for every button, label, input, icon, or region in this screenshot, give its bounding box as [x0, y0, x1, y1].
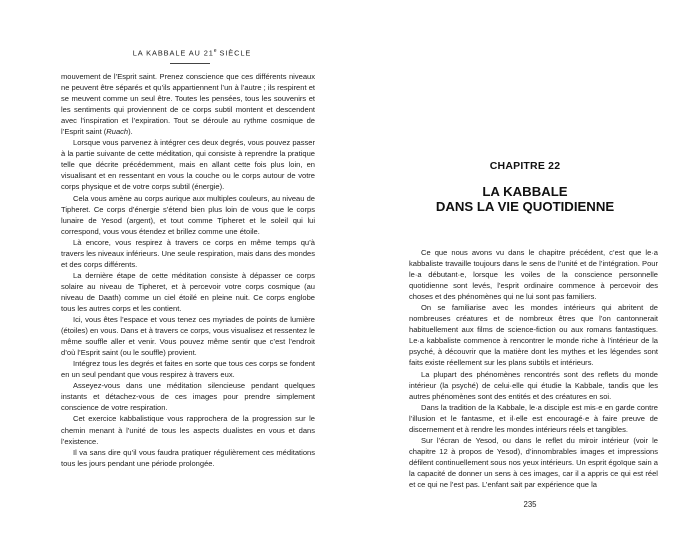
chapter-label: CHAPITRE 22 [489, 160, 561, 172]
text-run: Sur l’écran de Yesod, ou dans le reflet du miroir intérieur (voir le chapitre 12 à propos de Yesod), d’innombrables images et impressions défilent continuellement sous nos yeux intérieurs. Un esprit égoïque sain a la capacité de donner un sens à ces images, car il a appris ce qui est réel et ce qui ne l’est pas. L’enfant sait par expérience que la [409, 435, 658, 489]
chapter-title [350, 184, 700, 214]
paragraph [61, 71, 315, 137]
paragraph [409, 247, 658, 302]
paragraph [61, 237, 315, 270]
text-run: On se familiarise avec les mondes intérieurs qui abritent de nombreuses créatures et de nombreux êtres que l’on cantonnerait habituellement aux films de science-fiction ou aux romans fantastiques. Le·a kabbaliste commence à rencontrer le monde riche à l’intérieur de la psyché, à découvrir que la matière dont les mythes et les légendes sont faits existe réellement sur les plans subtils et intérieurs. [409, 303, 658, 368]
page-number: 235 [523, 500, 537, 509]
text-run: Dans la tradition de la Kabbale, le·a disciple est mis·e en garde contre l’illusion et le fantasme, et il·elle est encouragé·e à faire preuve de discernement et à rendre les mondes intérieurs réels et tangibles. [409, 402, 658, 434]
text-run: Ce que nous avons vu dans le chapitre précédent, c’est que le·a kabbaliste travaille toujours dans le sens de l’unité et de l’intégration. Pour le·a débutant·e, lorsque les voiles de la conscience personnelle quotidienne sont levés, l’esprit ordinaire commence à percevoir des choses et des phénomènes qui ne lui sont pas familiers. [409, 248, 658, 302]
text-run: Intégrez tous les degrés et faites en sorte que tous ces corps se fondent en un seul pendant que vous respirez à travers eux. [61, 359, 315, 380]
running-head: LA KABBALE AU 21e SIÈCLE [132, 48, 252, 58]
paragraph [61, 193, 315, 237]
right-page [350, 0, 700, 538]
text-run: mouvement de l’Esprit saint. Prenez conscience que ces différents niveaux ne peuvent être séparés et qu’ils appartiennent l’un à l’autre ; ils respirent et se meuvent comme un seul être. Toutes les pensées, tous les souvenirs et les sentiments qui proviennent de ce corps subtil montent et descendent avec l’inspiration et l’expiration. Tout se déroule au rythme cosmique de l’Esprit saint ( [61, 72, 315, 137]
text-run: Lorsque vous parvenez à intégrer ces deux degrés, vous pouvez passer à la partie suivante de cette méditation, qui consiste à reprendre la pratique telle que décrite précédemment, mais en allant cette fois plus loin, en visualisant et en ressentant en vous la couche ou le corps autour de votre corps physique et de votre corps subtil (énergie). [61, 138, 315, 192]
text-run: Ici, vous êtes l’espace et vous tenez ces myriades de points de lumière (étoiles) en vous. Dans et à travers ce corps, vous visualisez et ressentez le même souffle aller et venir. Vous pouvez même sentir que c’est l’endroit d’où l’Esprit saint (ou le souffle) provient. [61, 315, 315, 358]
text-run: Il va sans dire qu’il vous faudra pratiquer régulièrement ces méditations tous les jours pendant une période prolongée. [61, 447, 315, 468]
text-run: Cet exercice kabbalistique vous rapprochera de la progression sur le chemin menant à l’unité de tous les aspects dualistes en vous et dans l’existence. [61, 414, 315, 446]
chapter-title-line: DANS LA VIE QUOTIDIENNE [435, 199, 615, 214]
text-run: ). [128, 127, 133, 137]
text-run: Cela vous amène au corps aurique aux multiples couleurs, au niveau de Tipheret. Ce corps d’énergie s’étend bien plus loin de vous que le corps lunaire de Yesod (argent), et tout comme Tipheret et le soleil qui lui correspond, vous vous étendez et brillez comme une étoile. [61, 193, 315, 236]
paragraph [61, 447, 315, 469]
paragraph [61, 270, 315, 314]
text-run: Asseyez-vous dans une méditation silencieuse pendant quelques instants et détachez-vous de ces images pour prendre simplement conscience de votre respiration. [61, 381, 315, 413]
left-body-text [61, 71, 315, 469]
italic-term: Ruach [106, 127, 129, 137]
paragraph [409, 302, 658, 368]
paragraph [61, 380, 315, 413]
paragraph [61, 314, 315, 358]
paragraph [61, 137, 315, 192]
paragraph [409, 369, 658, 402]
running-head-rule [170, 63, 210, 64]
paragraph [409, 435, 658, 490]
paragraph [61, 413, 315, 446]
text-run: La dernière étape de cette méditation consiste à dépasser ce corps solaire au niveau de Tipheret, et à percevoir votre corps cosmique (au niveau de Daath) comme un ciel étoilé en pleine nuit. Ce corps englobe tous les autres corps et les contient. [61, 270, 315, 313]
paragraph [61, 358, 315, 380]
right-body-text [409, 247, 658, 490]
text-run: La plupart des phénomènes rencontrés sont des reflets du monde intérieur (la psyché) de celui·elle qui étudie la Kabbale, tandis que les autres phénomènes sont des entités et des créatures en soi. [409, 369, 658, 401]
text-run: Là encore, vous respirez à travers ce corps en même temps qu’à travers les niveaux inférieurs. Une seule respiration, mais dans des mondes et des corps différents. [61, 237, 315, 269]
chapter-title-line: LA KABBALE [482, 184, 568, 199]
paragraph [409, 402, 658, 435]
